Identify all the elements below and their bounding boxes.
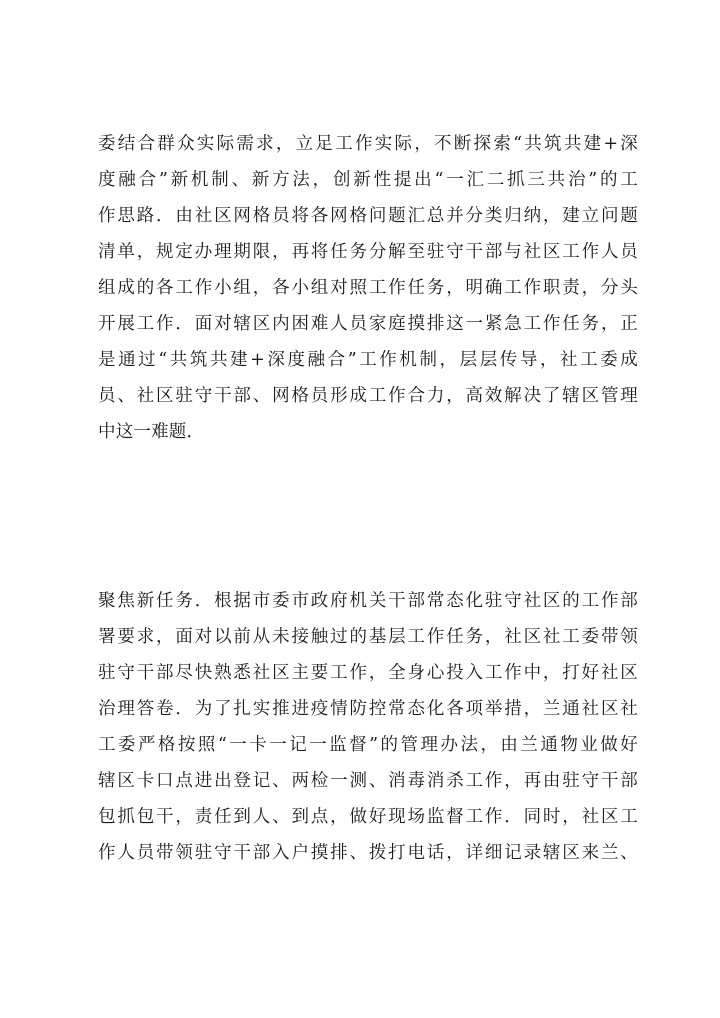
text-line: 工委严格按照“一卡一记一监督”的管理办法，由兰通物业做好 bbox=[98, 735, 638, 755]
text-line: 员、社区驻守干部、网格员形成工作合力，高效解决了辖区管理 bbox=[98, 386, 638, 406]
paragraph-1 bbox=[98, 126, 638, 450]
text-line: 作思路．由社区网格员将各网格问题汇总并分类归纳，建立问题 bbox=[98, 206, 638, 226]
text-line: 中这一难题． bbox=[98, 422, 205, 442]
text-line: 驻守干部尽快熟悉社区主要工作，全身心投入工作中，打好社区 bbox=[98, 663, 638, 683]
text-line: 是通过“共筑共建+深度融合”工作机制，层层传导，社工委成 bbox=[98, 350, 638, 370]
text-line: 作人员带领驻守干部入户摸排、拨打电话，详细记录辖区来兰、 bbox=[98, 843, 638, 863]
text-line: 清单，规定办理期限，再将任务分解至驻守干部与社区工作人员 bbox=[98, 242, 638, 262]
paragraph-2 bbox=[98, 583, 638, 871]
text-line: 包抓包干，责任到人、到点，做好现场监督工作．同时，社区工 bbox=[98, 807, 638, 827]
text-line: 委结合群众实际需求，立足工作实际，不断探索“共筑共建+深 bbox=[98, 134, 638, 154]
text-line: 辖区卡口点进出登记、两检一测、消毒消杀工作，再由驻守干部 bbox=[98, 771, 638, 791]
text-line: 开展工作．面对辖区内困难人员家庭摸排这一紧急工作任务，正 bbox=[98, 314, 638, 334]
text-line: 治理答卷．为了扎实推进疫情防控常态化各项举措，兰通社区社 bbox=[98, 699, 638, 719]
text-line: 署要求，面对以前从未接触过的基层工作任务，社区社工委带领 bbox=[98, 627, 638, 647]
text-line: 组成的各工作小组，各小组对照工作任务，明确工作职责，分头 bbox=[98, 278, 638, 298]
text-line: 聚焦新任务．根据市委市政府机关干部常态化驻守社区的工作部 bbox=[98, 591, 638, 611]
text-line: 度融合”新机制、新方法，创新性提出“一汇二抓三共治”的工 bbox=[98, 170, 638, 190]
